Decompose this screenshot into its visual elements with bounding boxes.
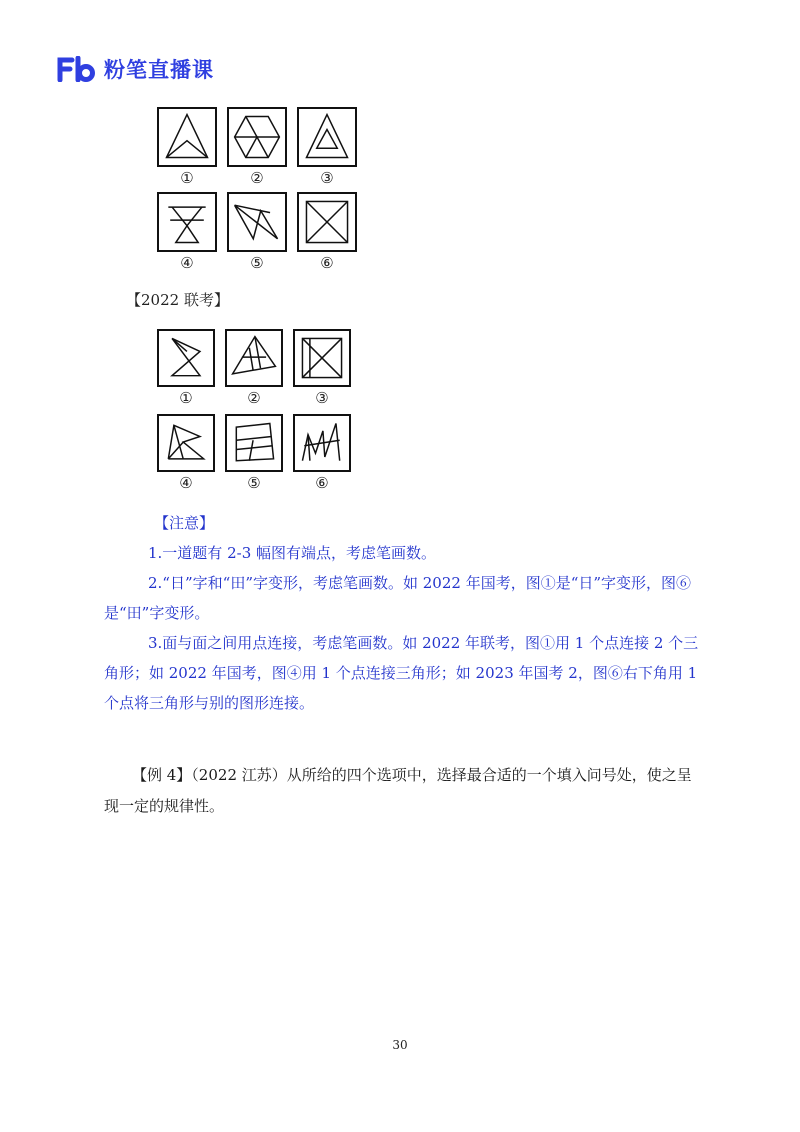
- figure-item: [227, 192, 287, 272]
- hourglass-figure: [159, 194, 215, 250]
- hexagon-triangles-figure: [229, 109, 285, 165]
- figure-box: [225, 414, 283, 472]
- figure-item: [225, 329, 283, 407]
- lightning-triangles-figure: [229, 194, 285, 250]
- figure-box: [157, 329, 215, 387]
- figure-row-lianhao-1: [157, 329, 351, 407]
- nested-triangle-figure: [299, 109, 355, 165]
- figure-number: ③: [315, 389, 329, 407]
- figure-item: [227, 107, 287, 187]
- square-cross-bar-figure: [295, 331, 349, 385]
- figure-row-top-2: [157, 192, 357, 272]
- figure-number: ⑤: [250, 254, 264, 272]
- figure-item: [157, 107, 217, 187]
- figure-box: [297, 107, 357, 167]
- figure-number: ②: [250, 169, 264, 187]
- figure-box: [225, 329, 283, 387]
- fb-logo-icon: [56, 56, 96, 82]
- figure-box: [227, 107, 287, 167]
- figure-row-top-1: [157, 107, 357, 187]
- figure-number: ④: [180, 254, 194, 272]
- mountain-lines-figure: [295, 416, 349, 470]
- section-label: 【2022 联考】: [126, 291, 229, 309]
- note-item: 3.面与面之间用点连接，考虑笔画数。如 2022 年联考，图①用 1 个点连接 2 个三角形；如 2022 年国考，图④用 1 个点连接三角形；如 2023 年国考 2，图⑥右下角用 1 个点将三角形与别的图形连接。: [104, 634, 699, 712]
- figure-box: [293, 329, 351, 387]
- example-question: [104, 760, 704, 822]
- figure-number: ④: [179, 474, 193, 492]
- note-item: 1.一道题有 2-3 幅图有端点，考虑笔画数。: [148, 544, 437, 562]
- figure-row-lianhao-2: [157, 414, 351, 492]
- figure-item: [297, 192, 357, 272]
- kite-triangles-figure: [159, 416, 213, 470]
- figure-item: [293, 329, 351, 407]
- figure-number: ①: [180, 169, 194, 187]
- figure-number: ③: [320, 169, 334, 187]
- figure-item: [157, 329, 215, 407]
- parallelogram-bands-figure: [227, 416, 281, 470]
- figure-item: [157, 192, 217, 272]
- square-cross-figure: [299, 194, 355, 250]
- page-number: 30: [392, 1038, 408, 1052]
- figure-box: [157, 414, 215, 472]
- zigzag-triangles-figure: [159, 331, 213, 385]
- figure-box: [157, 107, 217, 167]
- figure-box: [227, 192, 287, 252]
- overlapping-triangles-figure: [227, 331, 281, 385]
- figure-box: [293, 414, 351, 472]
- figure-number: ②: [247, 389, 261, 407]
- figure-item: [293, 414, 351, 492]
- brand-text: 粉笔直播课: [104, 58, 214, 82]
- figure-number: ⑤: [247, 474, 261, 492]
- figure-number: ⑥: [315, 474, 329, 492]
- figure-box: [157, 192, 217, 252]
- note-item: 2.“日”字和“田”字变形，考虑笔画数。如 2022 年国考，图①是“日”字变形，图⑥是“田”字变形。: [104, 574, 692, 622]
- figure-number: ⑥: [320, 254, 334, 272]
- example-text: 【例 4】（2022 江苏）从所给的四个选项中，选择最合适的一个填入问号处，使之呈现一定的规律性。: [104, 766, 692, 815]
- note-heading: 【注意】: [154, 514, 215, 532]
- figure-item: [225, 414, 283, 492]
- brand-logo: [56, 54, 214, 84]
- note-block: [104, 508, 704, 718]
- figure-number: ①: [179, 389, 193, 407]
- figure-box: [297, 192, 357, 252]
- triangle-shape-figure: [159, 109, 215, 165]
- figure-item: [157, 414, 215, 492]
- figure-item: [297, 107, 357, 187]
